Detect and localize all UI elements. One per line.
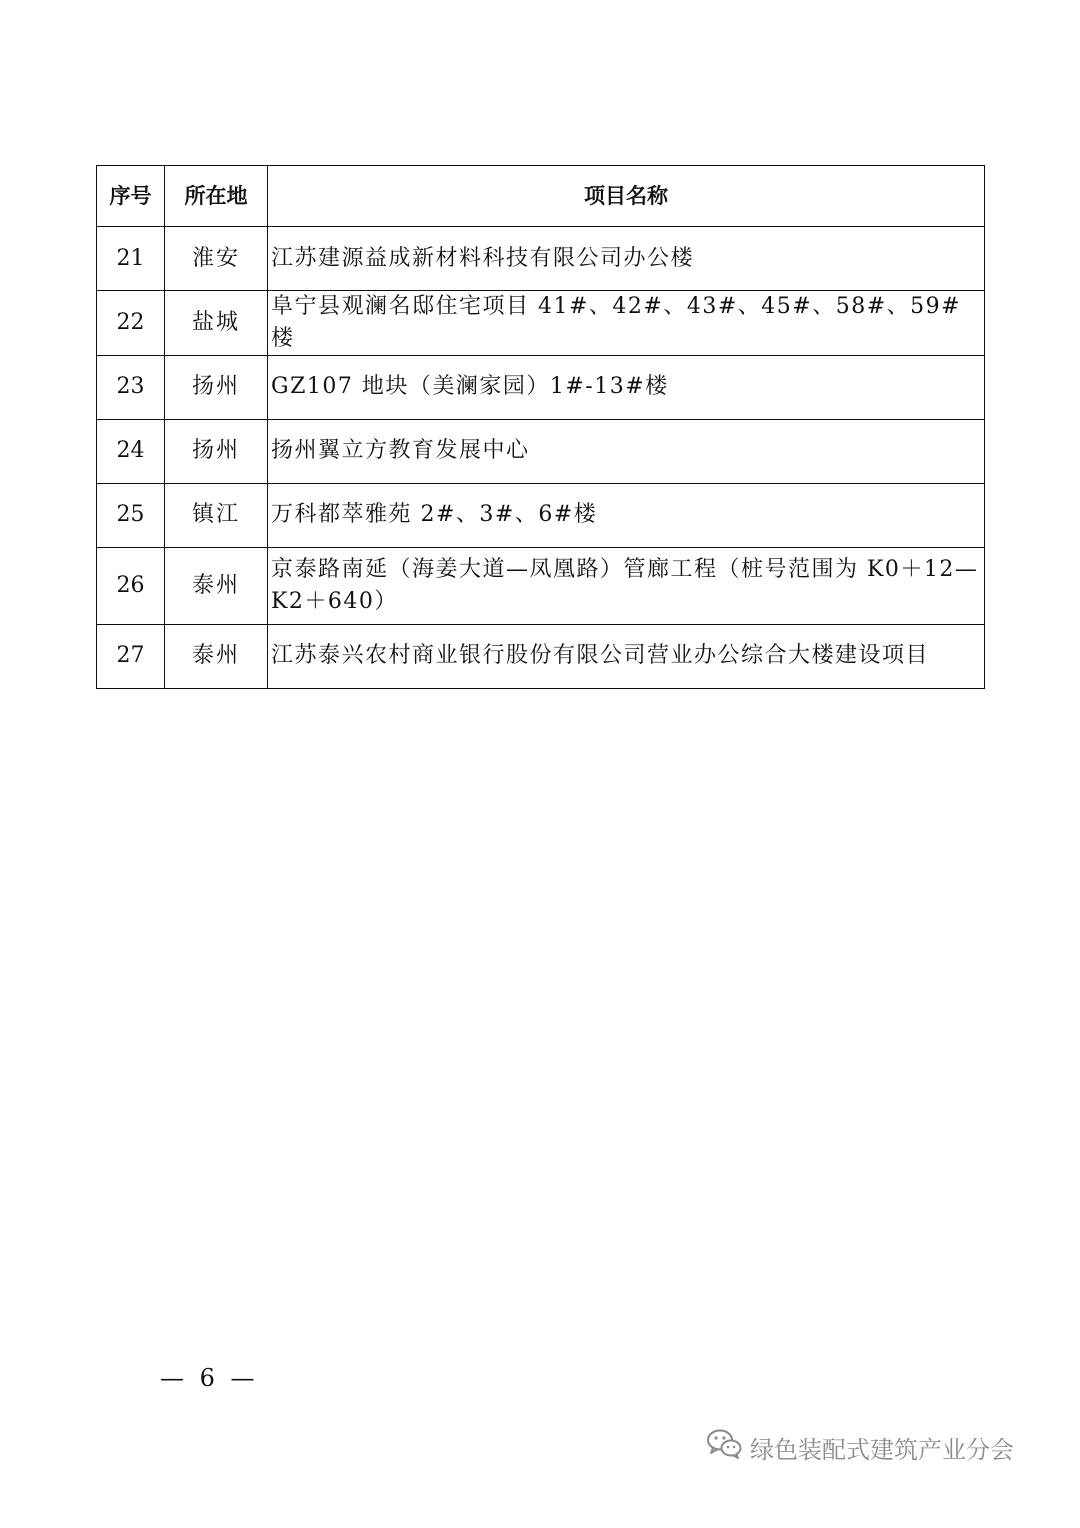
row-location: 泰州 bbox=[165, 547, 268, 624]
row-project-name: 扬州翼立方教育发展中心 bbox=[268, 419, 985, 483]
table-row bbox=[97, 227, 985, 291]
table-row bbox=[97, 624, 985, 688]
row-no: 23 bbox=[97, 355, 165, 419]
page-number: — 6 — bbox=[160, 1364, 259, 1392]
row-location: 扬州 bbox=[165, 355, 268, 419]
row-project-name: 万科都萃雅苑 2#、3#、6#楼 bbox=[268, 483, 985, 547]
table-row bbox=[97, 547, 985, 624]
row-no: 25 bbox=[97, 483, 165, 547]
row-project-name: 阜宁县观澜名邸住宅项目 41#、42#、43#、45#、58#、59#楼 bbox=[268, 291, 985, 356]
row-project-name: 江苏建源益成新材料科技有限公司办公楼 bbox=[268, 227, 985, 291]
row-location: 盐城 bbox=[165, 291, 268, 356]
row-location: 镇江 bbox=[165, 483, 268, 547]
row-location: 扬州 bbox=[165, 419, 268, 483]
table-row bbox=[97, 355, 985, 419]
row-no: 24 bbox=[97, 419, 165, 483]
header-project-name: 项目名称 bbox=[268, 166, 985, 227]
watermark-text: 绿色装配式建筑产业分会 bbox=[750, 1435, 1014, 1464]
table-row bbox=[97, 483, 985, 547]
row-no: 22 bbox=[97, 291, 165, 356]
row-location: 泰州 bbox=[165, 624, 268, 688]
row-project-name: 京泰路南延（海姜大道—凤凰路）管廊工程（桩号范围为 K0＋12—K2＋640） bbox=[268, 547, 985, 624]
row-no: 21 bbox=[97, 227, 165, 291]
row-location: 淮安 bbox=[165, 227, 268, 291]
table-row bbox=[97, 291, 985, 356]
wechat-icon bbox=[706, 1428, 742, 1466]
table-header-row bbox=[97, 166, 985, 227]
row-no: 26 bbox=[97, 547, 165, 624]
row-no: 27 bbox=[97, 624, 165, 688]
row-project-name: 江苏泰兴农村商业银行股份有限公司营业办公综合大楼建设项目 bbox=[268, 624, 985, 688]
project-table bbox=[96, 165, 985, 689]
table-row bbox=[97, 419, 985, 483]
watermark bbox=[706, 1428, 1014, 1466]
header-location: 所在地 bbox=[165, 166, 268, 227]
header-no: 序号 bbox=[97, 166, 165, 227]
row-project-name: GZ107 地块（美澜家园）1#-13#楼 bbox=[268, 355, 985, 419]
